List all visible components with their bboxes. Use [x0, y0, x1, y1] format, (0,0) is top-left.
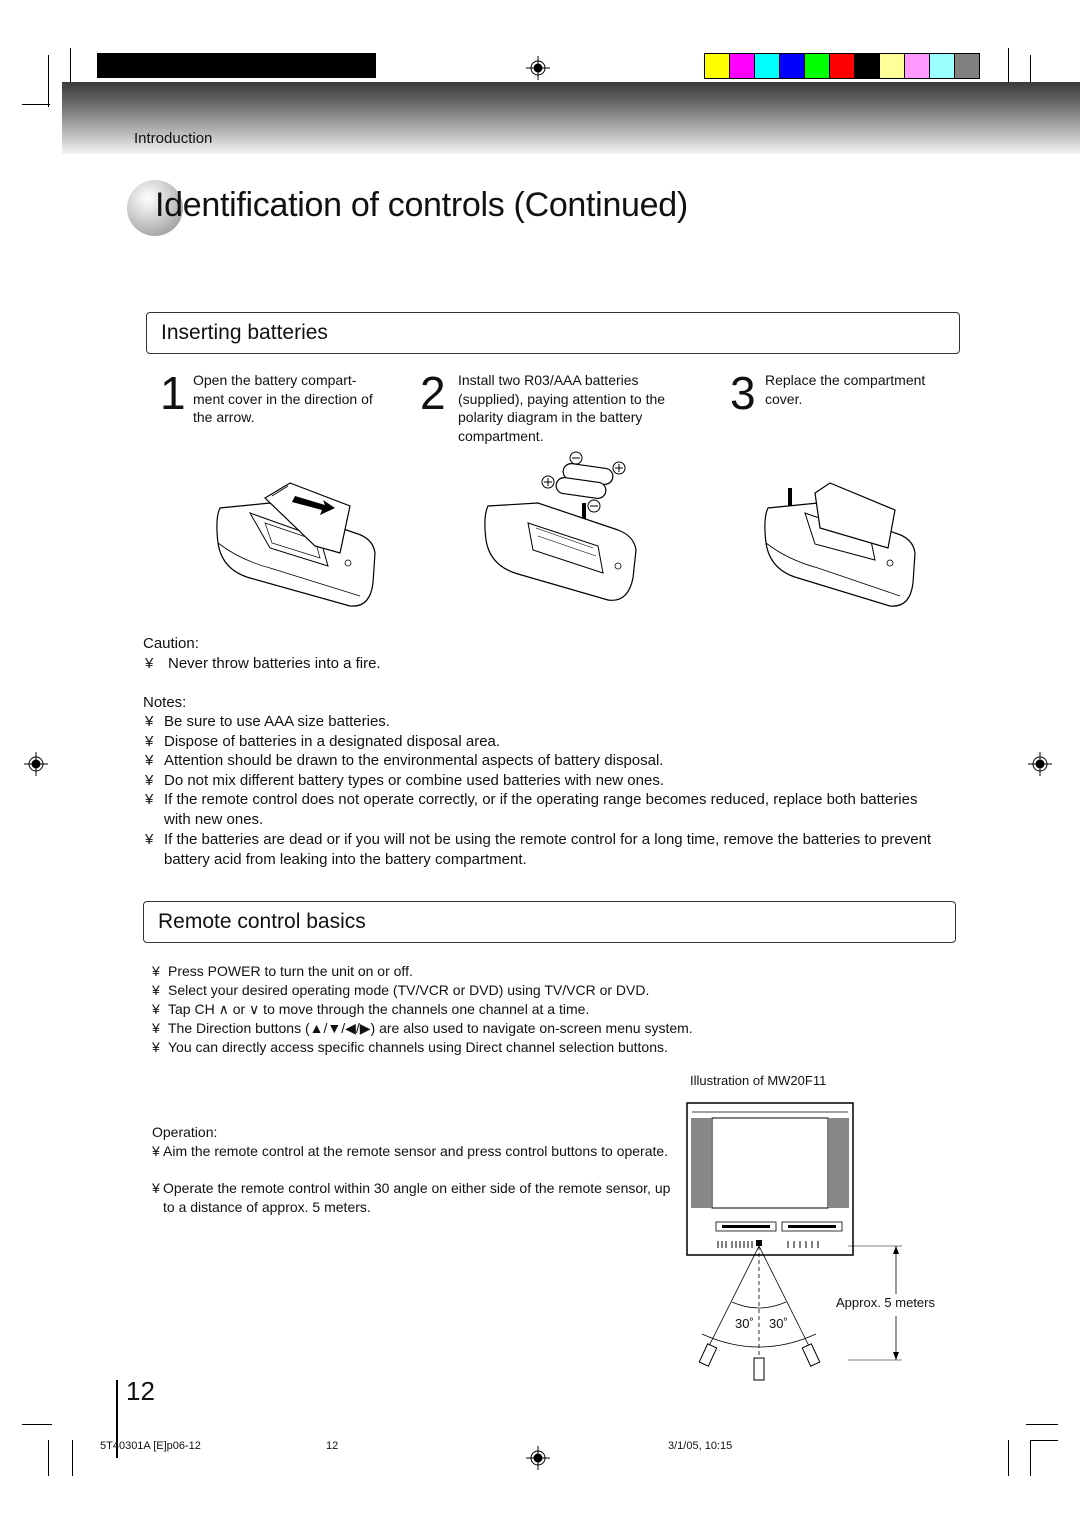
step-text: Replace the compartment cover.: [765, 372, 926, 407]
caution-item: [145, 654, 945, 674]
header-black-bar: [97, 53, 376, 78]
registration-mark-icon: [526, 1446, 550, 1470]
note-item: [145, 712, 945, 732]
color-swatch: [805, 54, 830, 78]
remote-basics-item: [152, 962, 792, 980]
operation-text: Aim the remote control at the remote sensor and press control buttons to operate.: [163, 1143, 669, 1159]
bullet-mark: ¥: [152, 982, 160, 998]
bullet-mark: ¥: [145, 733, 154, 750]
footer-date: 3/1/05, 10:15: [668, 1440, 733, 1452]
remote-basics-text: Press POWER to turn the unit on or off.: [168, 963, 413, 979]
crop-mark: [48, 1440, 49, 1476]
angle-label-right: 30˚: [769, 1316, 788, 1331]
operation-text: Operate the remote control within 30 angle on either side of the remote sensor, up to a distance of approx. 5 meters.: [163, 1180, 671, 1215]
color-swatch: [730, 54, 755, 78]
crop-mark: [22, 1424, 52, 1425]
remote-basics-item: [152, 981, 792, 999]
remote-open-cover-illustration: [210, 478, 380, 608]
notes-label: Notes:: [143, 694, 187, 711]
note-text: If the batteries are dead or if you will not be using the remote control for a long time, remove the batteries to prevent battery acid from leaking into the battery compartment.: [164, 831, 932, 868]
color-swatch: [755, 54, 780, 78]
operation-item: [152, 1179, 672, 1216]
note-item: [145, 771, 945, 791]
caution-text: Never throw batteries into a fire.: [168, 655, 381, 672]
remote-basics-item: [152, 1019, 792, 1037]
registration-mark-icon: [526, 56, 550, 80]
operation-label: Operation:: [152, 1124, 218, 1140]
page-number: 12: [126, 1376, 155, 1406]
note-text: Be sure to use AAA size batteries.: [164, 713, 390, 730]
bullet-mark: ¥: [145, 713, 154, 730]
note-item: [145, 830, 945, 869]
inserting-batteries-heading: Inserting batteries: [146, 312, 960, 354]
registration-mark-icon: [24, 752, 48, 776]
step-number: 1: [160, 367, 186, 419]
crop-mark: [48, 55, 49, 107]
note-text: Dispose of batteries in a designated disposal area.: [164, 733, 501, 750]
distance-label: Approx. 5 meters: [836, 1295, 935, 1310]
remote-basics-item: [152, 1038, 792, 1056]
crop-mark: [1008, 1440, 1009, 1476]
step-text: Open the battery compart- ment cover in the direction of the arrow.: [193, 372, 373, 425]
remote-basics-item: [152, 1000, 792, 1018]
header-band: [62, 82, 1080, 154]
color-swatch: [855, 54, 880, 78]
crop-mark: [72, 1440, 73, 1476]
color-swatch: [930, 54, 955, 78]
color-swatch: [705, 54, 730, 78]
remote-basics-text: The Direction buttons (▲/▼/◀/▶) are also used to navigate on-screen menu system.: [168, 1020, 693, 1036]
crop-mark: [1030, 1440, 1031, 1476]
crop-mark: [1026, 1424, 1058, 1425]
crop-mark: [1030, 1440, 1058, 1441]
note-item: [145, 732, 945, 752]
caution-label: Caution:: [143, 635, 199, 652]
color-swatch: [780, 54, 805, 78]
bullet-mark: ¥: [152, 1001, 160, 1017]
bullet-mark: ¥: [145, 655, 154, 672]
remote-install-batteries-illustration: [478, 448, 648, 608]
footer-page: 12: [326, 1440, 339, 1452]
remote-basics-text: Tap CH ∧ or ∨ to move through the channels one channel at a time.: [168, 1001, 590, 1017]
bullet-mark: ¥: [145, 791, 154, 808]
operation-item: [152, 1142, 672, 1161]
note-text: Do not mix different battery types or combine used batteries with new ones.: [164, 772, 664, 789]
step-text: Install two R03/AAA batteries (supplied), paying attention to the polarity diagram in the battery compartment.: [458, 372, 666, 444]
bullet-mark: ¥: [145, 772, 154, 789]
remote-basics-heading: Remote control basics: [143, 901, 956, 943]
note-item: [145, 790, 945, 829]
color-swatch: [905, 54, 930, 78]
note-item: [145, 751, 945, 771]
crop-mark: [22, 104, 50, 105]
color-swatch: [955, 54, 979, 78]
color-swatch: [830, 54, 855, 78]
note-text: If the remote control does not operate correctly, or if the operating range becomes reduced, replace both batteries with new ones.: [164, 791, 918, 828]
registration-mark-icon: [1028, 752, 1052, 776]
bullet-mark: ¥: [152, 1143, 160, 1159]
remote-basics-text: Select your desired operating mode (TV/VCR or DVD) using TV/VCR or DVD.: [168, 982, 650, 998]
step-number: 2: [420, 367, 446, 419]
tv-range-illustration: [680, 1098, 920, 1388]
bullet-mark: ¥: [152, 1039, 160, 1055]
bullet-mark: ¥: [145, 752, 154, 769]
step-number: 3: [730, 367, 756, 419]
illustration-caption: Illustration of MW20F11: [690, 1073, 827, 1088]
bullet-mark: ¥: [152, 1020, 160, 1036]
bullet-mark: ¥: [152, 963, 160, 979]
footer-file: 5T40301A [E]p06-12: [100, 1440, 201, 1452]
angle-label-left: 30˚: [735, 1316, 754, 1331]
color-calibration-bar: [704, 53, 980, 79]
remote-close-cover-illustration: [760, 478, 920, 608]
bullet-mark: ¥: [152, 1180, 160, 1196]
section-label: Introduction: [134, 130, 213, 147]
remote-basics-text: You can directly access specific channels using Direct channel selection buttons.: [168, 1039, 668, 1055]
note-text: Attention should be drawn to the environmental aspects of battery disposal.: [164, 752, 664, 769]
color-swatch: [880, 54, 905, 78]
bullet-mark: ¥: [145, 831, 154, 848]
page-title: Identification of controls (Continued): [155, 186, 688, 224]
